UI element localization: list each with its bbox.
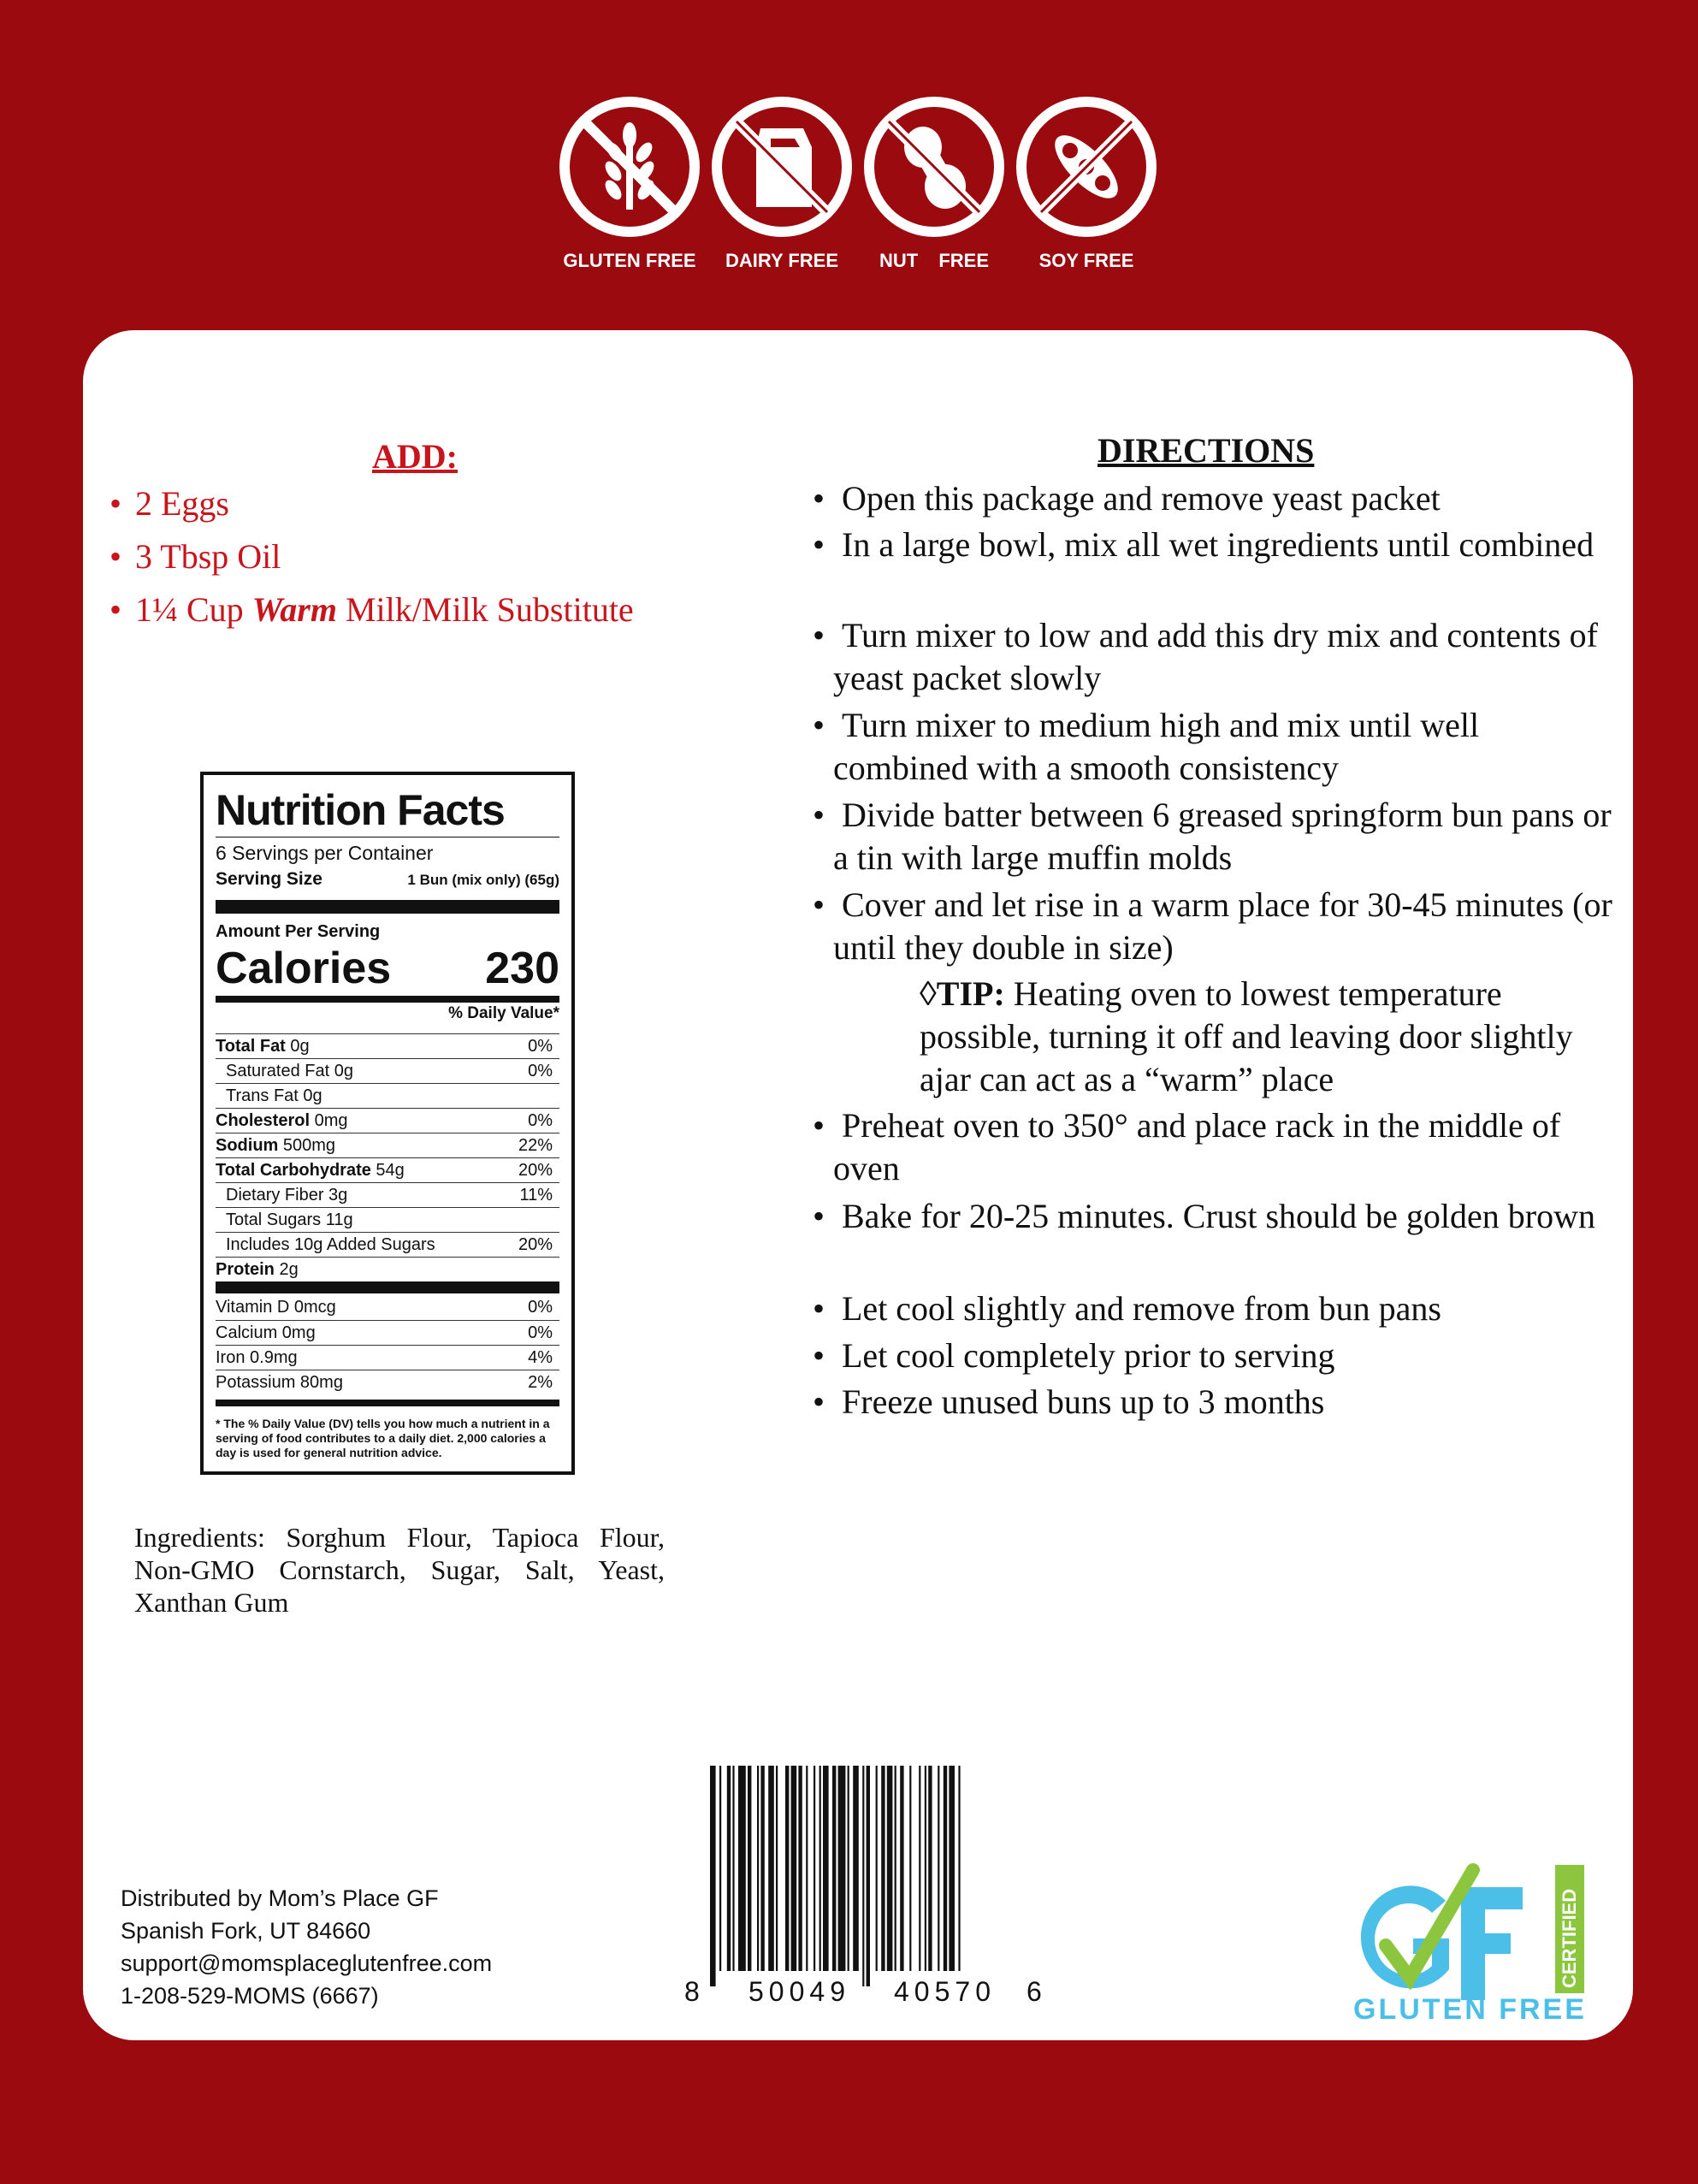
barcode-bar (895, 1766, 896, 1971)
nutrient-name: Total Carbohydrate (216, 1161, 371, 1180)
tip-note (920, 973, 1604, 1101)
barcode-bar (909, 1766, 911, 1971)
vitamin-row (216, 1320, 559, 1345)
barcode-bar (938, 1766, 939, 1971)
barcode-bar (806, 1766, 808, 1971)
dairy-free-badge (707, 94, 857, 271)
distributor-email: support@momsplaceglutenfree.com (121, 1950, 493, 1976)
nutrient-pct: 0% (528, 1062, 553, 1080)
nutrient-amount: 54g (370, 1161, 405, 1180)
barcode-bar (748, 1766, 751, 1971)
direction-step: • Divide batter between 6 greased springform bun pans or a tin with large muffin molds (813, 794, 1617, 879)
nutrient-row (216, 1108, 559, 1133)
soybean-crossed-icon (1014, 94, 1159, 240)
barcode-bar (900, 1766, 903, 1971)
nutrient-amount: 0mg (310, 1111, 348, 1130)
vitamin-name: Iron 0.9mg (216, 1348, 298, 1367)
direction-step: • In a large bowl, mix all wet ingredients until combined (813, 524, 1617, 566)
serving-size-value: 1 Bun (mix only) (65g) (407, 872, 559, 888)
calories-label: Calories (216, 944, 392, 993)
nutrient-name: Total Sugars 11g (226, 1210, 353, 1229)
direction-text: Freeze unused buns up to 3 months (842, 1382, 1325, 1421)
direction-step: • Turn mixer to medium high and mix until well combined with a smooth consistency (813, 704, 1617, 790)
allergen-label: GLUTEN FREE (563, 250, 696, 271)
direction-text: Bake for 20-25 minutes. Crust should be golden brown (842, 1197, 1595, 1235)
direction-step: • Let cool slightly and remove from bun pans (813, 1287, 1617, 1330)
nutrition-facts-panel (200, 772, 575, 1475)
distributor-address: Spanish Fork, UT 84660 (121, 1918, 371, 1944)
distributor-line: Distributed by Mom’s Place GF (121, 1885, 439, 1911)
servings-per-container: 6 Servings per Container (216, 842, 434, 864)
nutrient-row (216, 1133, 559, 1157)
gluten-free-logo-text: GLUTEN FREE (1353, 1993, 1587, 2026)
vitamin-pct: 0% (528, 1298, 553, 1317)
barcode-bar (887, 1766, 893, 1971)
barcode-bar (727, 1766, 731, 1971)
barcode-digit-lead: 8 (684, 1976, 700, 2007)
serving-size (216, 869, 559, 890)
calories-line (216, 943, 559, 994)
barcode-bar (919, 1766, 920, 1971)
direction-step: • Open this package and remove yeast packet (813, 477, 1617, 520)
direction-step: • Bake for 20-25 minutes. Crust should be golden brown (813, 1195, 1617, 1238)
nutrient-name: Dietary Fiber 3g (226, 1186, 348, 1204)
serving-size-label: Serving Size (216, 869, 322, 889)
tip-body: Heating oven to lowest temperature possible, turning it off and leaving door slightly ajar can act as a “warm” place (920, 974, 1573, 1098)
direction-text: Turn mixer to medium high and mix until well combined with a smooth consistency (833, 706, 1480, 787)
nutrient-pct: 11% (519, 1186, 553, 1204)
nutrient-name: Includes 10g Added Sugars (226, 1235, 435, 1254)
barcode-bar (838, 1766, 846, 1971)
direction-text: Turn mixer to low and add this dry mix and contents of yeast packet slowly (833, 616, 1598, 697)
tip-heading: ◊TIP: (920, 974, 1005, 1013)
nutrient-name: Protein (216, 1260, 275, 1279)
nutrient-row (216, 1232, 559, 1256)
direction-text: Divide batter between 6 greased springform bun pans or a tin with large muffin molds (833, 796, 1612, 877)
barcode-bar (928, 1766, 932, 1971)
barcode-bar (738, 1766, 746, 1971)
wheat-crossed-icon (557, 94, 702, 240)
add-item-text: Milk/Milk Substitute (336, 590, 634, 629)
vitamin-row (216, 1370, 559, 1394)
barcode-digit-group: 40570 (894, 1976, 996, 2007)
allergen-label: NUT FREE (879, 250, 989, 271)
nutrient-row (216, 1257, 559, 1281)
add-item: • 3 Tbsp Oil (109, 537, 281, 576)
barcode-bar (944, 1766, 947, 1971)
barcode-bar (823, 1766, 829, 1971)
gf-mark (1361, 1870, 1523, 2000)
nutrient-pct: 20% (518, 1235, 553, 1254)
barcode-bar (791, 1766, 797, 1971)
add-list (109, 477, 634, 636)
daily-value-header: % Daily Value* (448, 1004, 559, 1022)
barcode-bar (768, 1766, 774, 1971)
direction-step: • Preheat oven to 350° and place rack in the middle of oven (813, 1104, 1617, 1190)
nutrient-name: Trans Fat 0g (226, 1086, 322, 1105)
barcode-bar (876, 1766, 878, 1971)
barcode-bar (719, 1766, 721, 1971)
direction-step: • Turn mixer to low and add this dry mix and contents of yeast packet slowly (813, 614, 1617, 700)
direction-text: Let cool completely prior to serving (842, 1336, 1335, 1375)
ingredients-text: Ingredients: Sorghum Flour, Tapioca Flour, Non-GMO Cornstarch, Sugar, Salt, Yeast, Xanthan Gum (134, 1522, 665, 1618)
directions-title: DIRECTIONS (1097, 431, 1315, 470)
nutrient-name: Sodium (216, 1136, 279, 1155)
direction-step: • Let cool completely prior to serving (813, 1335, 1617, 1377)
barcode-bar (814, 1766, 815, 1971)
soy-free-badge (1011, 94, 1162, 271)
gluten-free-badge (554, 94, 705, 271)
direction-step: • Freeze unused buns up to 3 months (813, 1381, 1617, 1423)
allergen-label: DAIRY FREE (725, 250, 839, 271)
barcode-bar (881, 1766, 884, 1971)
barcode-bar (757, 1766, 759, 1971)
barcode-bar (798, 1766, 802, 1971)
vitamin-name: Calcium 0mg (216, 1323, 316, 1342)
nutrient-row (216, 1207, 559, 1231)
barcode-bar (853, 1766, 859, 1971)
barcode (684, 1762, 1061, 2019)
vitamin-name: Potassium 80mg (216, 1373, 343, 1392)
direction-text: Open this package and remove yeast packet (842, 479, 1441, 518)
add-item-text: 3 Tbsp Oil (135, 537, 281, 576)
nutrient-pct: 0% (528, 1111, 553, 1130)
milk-carton-crossed-icon (709, 94, 855, 240)
nutrient-row (216, 1083, 559, 1107)
barcode-bar (862, 1766, 864, 1986)
barcode-bar (776, 1766, 778, 1971)
distributor-info (121, 1882, 492, 2012)
allergen-icons (554, 94, 1170, 282)
barcode-bar (925, 1766, 926, 1971)
vitamin-row (216, 1295, 559, 1319)
barcode-bar (760, 1766, 764, 1971)
nutrient-amount: 500mg (278, 1136, 336, 1155)
add-item-text: 2 Eggs (135, 484, 229, 523)
vitamin-row (216, 1345, 559, 1370)
nutrition-title: Nutrition Facts (216, 786, 505, 834)
vitamin-pct: 0% (528, 1323, 553, 1342)
distributor-phone: 1-208-529-MOMS (6667) (121, 1983, 379, 2009)
direction-text: Preheat oven to 350° and place rack in the middle of oven (833, 1106, 1561, 1187)
amount-per-serving: Amount Per Serving (216, 922, 381, 941)
nutrient-name: Cholesterol (216, 1111, 311, 1130)
barcode-bar (867, 1766, 870, 1986)
nutrient-name: Saturated Fat 0g (226, 1062, 353, 1080)
direction-text: Cover and let rise in a warm place for 30-45 minutes (or until they double in size) (833, 885, 1612, 967)
vitamin-name: Vitamin D 0mcg (216, 1298, 336, 1317)
nutrient-row (216, 1033, 559, 1058)
nutrient-pct: 0% (528, 1037, 553, 1056)
add-item: • 2 Eggs (109, 484, 229, 523)
nutrient-amount: 0g (285, 1037, 310, 1056)
add-title: ADD: (372, 437, 458, 476)
barcode-bar (710, 1766, 716, 1986)
certified-label: CERTIFIED (1559, 1888, 1580, 1988)
allergen-label: SOY FREE (1038, 250, 1134, 271)
nutrient-pct: 20% (518, 1161, 553, 1180)
nutrient-amount: 2g (274, 1260, 299, 1279)
nutrient-row (216, 1157, 559, 1182)
direction-text: In a large bowl, mix all wet ingredients until combined (842, 525, 1594, 564)
nutrition-footnote: * The % Daily Value (DV) tells you how much a nutrient in a serving of food contributes to a daily diet. 2,000 calories a day is used for general nutrition advice. (216, 1417, 550, 1459)
barcode-bar (732, 1766, 734, 1971)
barcode-bar (819, 1766, 821, 1971)
nut-free-badge (859, 94, 1009, 271)
direction-step: • Cover and let rise in a warm place for 30-45 minutes (or until they double in size) (813, 884, 1617, 969)
barcode-bar (848, 1766, 849, 1971)
direction-text: Let cool slightly and remove from bun pans (842, 1289, 1441, 1328)
barcode-digit-group: 50049 (748, 1976, 850, 2007)
peanut-crossed-icon (861, 94, 1007, 240)
nutrient-row (216, 1182, 559, 1206)
barcode-bar (949, 1766, 955, 1971)
barcode-digit-trail: 6 (1026, 1976, 1042, 2007)
nutrient-row (216, 1058, 559, 1082)
barcode-bar (832, 1766, 836, 1971)
calories-value: 230 (485, 944, 559, 993)
nutrient-pct: 22% (518, 1136, 553, 1155)
vitamin-pct: 4% (528, 1348, 553, 1367)
add-item-emphasis: Warm (251, 590, 337, 629)
add-item: • 1¼ Cup Warm Milk/Milk Substitute (109, 590, 634, 629)
vitamin-pct: 2% (528, 1373, 553, 1392)
add-item-text: 1¼ Cup (135, 590, 252, 629)
barcode-bar (958, 1766, 960, 1971)
nutrient-name: Total Fat (216, 1037, 286, 1056)
barcode-bar (785, 1766, 789, 1971)
